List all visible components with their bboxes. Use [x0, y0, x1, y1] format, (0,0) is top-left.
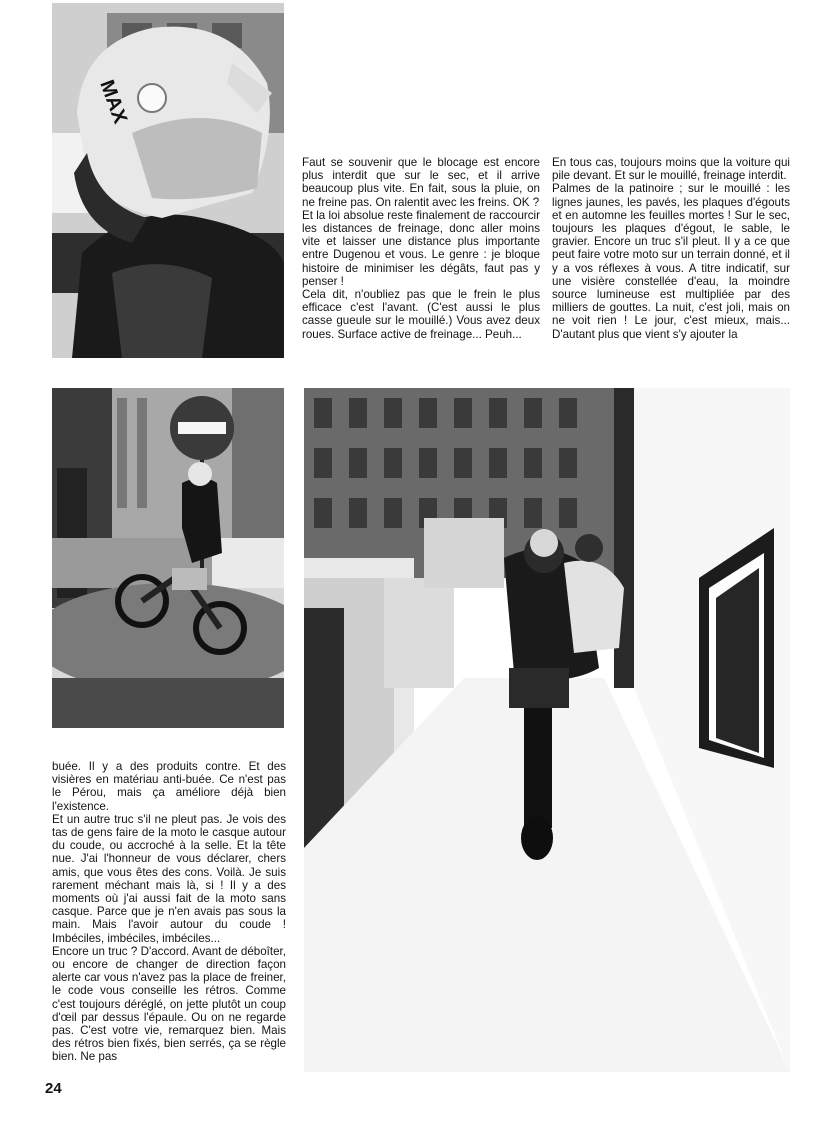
street-motorcycles-image — [304, 388, 790, 1072]
top-text-column-right — [552, 156, 790, 341]
photo-street-motorcycles — [304, 388, 790, 1072]
top-text-column-left — [302, 156, 540, 341]
helmet-brand-text: MAX — [95, 77, 132, 127]
paragraph: buée. Il y a des produits contre. Et des visières en matériau anti-buée. Ce n'est pas le Pérou, mais ça améliore déjà bien l'existence. — [52, 760, 286, 813]
helmet-rider-image — [52, 3, 284, 358]
page-number: 24 — [45, 1080, 62, 1097]
trial-rider-image — [52, 388, 284, 728]
photo-helmet-rider — [52, 3, 284, 358]
paragraph: Faut se souvenir que le blocage est encore plus interdit que sur le sec, et il arrive beaucoup plus vite. En fait, sous la pluie, on ne freine pas. On ralentit avec les freins. OK ? — [302, 156, 540, 209]
bottom-text-column — [52, 760, 286, 1064]
paragraph: Et un autre truc s'il ne pleut pas. Je vois des tas de gens faire de la moto le casque autour du coude, ou accroché à la selle. Et la tête nue. J'ai l'honneur de vous déclarer, chers amis, que vous êtes des cons. Voilà. Je suis rarement méchant mais là, si ! Il y a des moments où j'ai aussi fait de la moto sans casque. Parce que je n'en avais pas sous la main. Mais l'avoir autour du coude ! Imbéciles, imbéciles, imbéciles... — [52, 812, 286, 945]
photo-trial-rider — [52, 388, 284, 728]
paragraph: En tous cas, toujours moins que la voiture qui pile devant. Et sur le mouillé, freinage interdit. — [552, 156, 790, 183]
paragraph: Et la loi absolue reste finalement de raccourcir les distances de freinage, donc aller moins vite et laisser une distance plus importante entre Dugenou et vous. Le genre : je bloque histoire de minimiser les dégâts, faut pas y penser ! — [302, 208, 540, 288]
paragraph: Palmes de la patinoire ; sur le mouillé : les lignes jaunes, les pavés, les plaques d'égouts et en automne les feuilles mortes ! Sur le sec, toujours les plaques d'égout, le sable, le gravier. Encore un truc s'il pleut. Il y a ce que peut faire votre moto sur un terrain donné, et il y a vos réflexes à vous. A titre indicatif, sur une visière constellée d'eau, la moindre source lumineuse est multipliée par des milliers de gouttes. La nuit, c'est joli, mais on ne voit rien ! Le jour, c'est mieux, mais... D'autant plus que vient s'y ajouter la — [552, 182, 790, 341]
paragraph: Encore un truc ? D'accord. Avant de déboîter, ou encore de changer de direction façon alerte car vous n'avez pas la place de freiner, le code vous conseille les rétros. Comme c'est toujours déréglé, on jette plutôt un coup d'œil par dessus l'épaule. Ou on ne regarde pas. C'est votre vie, remarquez bien. Mais des rétros bien fixés, bien serrés, ça se règle bien. Ne pas — [52, 944, 286, 1064]
paragraph: Cela dit, n'oubliez pas que le frein le plus efficace c'est l'avant. (C'est aussi le plus casse gueule sur le mouillé.) Vous avez deux roues. Surface active de freinage... Peuh... — [302, 288, 540, 341]
